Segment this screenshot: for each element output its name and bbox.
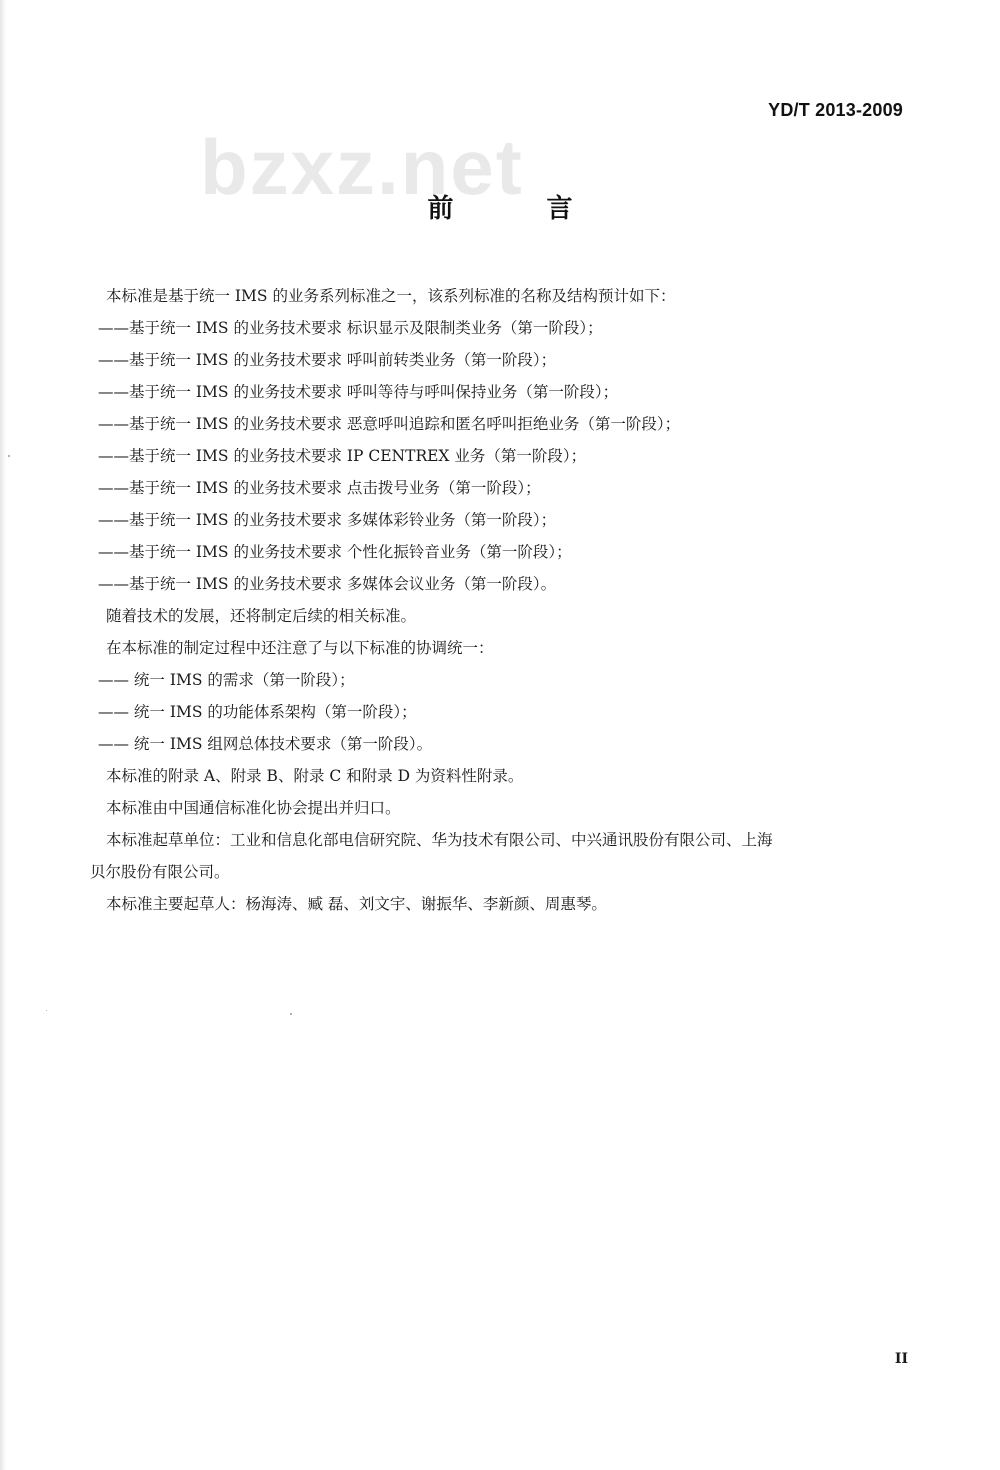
scan-speck bbox=[290, 1013, 292, 1015]
watermark: bzxz.net bbox=[200, 123, 524, 211]
coordination-item: —— 统一 IMS 的功能体系架构（第一阶段）； bbox=[98, 703, 417, 721]
series-item: ——基于统一 IMS 的业务技术要求 多媒体彩铃业务（第一阶段）； bbox=[98, 511, 557, 529]
page-title: 前 言 bbox=[427, 194, 615, 224]
appendix-paragraph: 本标准的附录 A、附录 B、附录 C 和附录 D 为资料性附录。 bbox=[106, 767, 524, 785]
proposer-paragraph: 本标准由中国通信标准化协会提出并归口。 bbox=[106, 799, 401, 817]
intro-paragraph: 本标准是基于统一 IMS 的业务系列标准之一，该系列标准的名称及结构预计如下： bbox=[106, 287, 676, 305]
coordination-item: —— 统一 IMS 的需求（第一阶段）； bbox=[98, 671, 355, 689]
drafters-paragraph: 本标准主要起草人：杨海涛、臧 磊、刘文宇、谢振华、李新颜、周惠琴。 bbox=[106, 895, 607, 913]
scan-speck bbox=[8, 455, 10, 457]
future-paragraph: 随着技术的发展，还将制定后续的相关标准。 bbox=[106, 607, 417, 625]
series-item: ——基于统一 IMS 的业务技术要求 点击拨号业务（第一阶段）； bbox=[98, 479, 541, 497]
page-number: II bbox=[894, 1351, 908, 1367]
coordination-item: —— 统一 IMS 组网总体技术要求（第一阶段）。 bbox=[98, 735, 433, 753]
series-item: ——基于统一 IMS 的业务技术要求 呼叫前转类业务（第一阶段）； bbox=[98, 351, 557, 369]
document-code: YD/T 2013-2009 bbox=[768, 100, 903, 120]
foreword-body bbox=[90, 280, 908, 920]
series-item: ——基于统一 IMS 的业务技术要求 IP CENTREX 业务（第一阶段）； bbox=[98, 447, 587, 465]
series-item: ——基于统一 IMS 的业务技术要求 恶意呼叫追踪和匿名呼叫拒绝业务（第一阶段）； bbox=[98, 415, 681, 433]
coordination-intro: 在本标准的制定过程中还注意了与以下标准的协调统一： bbox=[106, 639, 494, 657]
scan-speck bbox=[46, 1010, 47, 1011]
series-item: ——基于统一 IMS 的业务技术要求 标识显示及限制类业务（第一阶段）； bbox=[98, 319, 603, 337]
drafting-units-line1: 本标准起草单位：工业和信息化部电信研究院、华为技术有限公司、中兴通讯股份有限公司、上海 bbox=[106, 831, 773, 849]
drafting-units-line2: 贝尔股份有限公司。 bbox=[90, 863, 230, 881]
series-item: ——基于统一 IMS 的业务技术要求 个性化振铃音业务（第一阶段）； bbox=[98, 543, 572, 561]
series-item: ——基于统一 IMS 的业务技术要求 呼叫等待与呼叫保持业务（第一阶段）； bbox=[98, 383, 619, 401]
series-item: ——基于统一 IMS 的业务技术要求 多媒体会议业务（第一阶段）。 bbox=[98, 575, 557, 593]
